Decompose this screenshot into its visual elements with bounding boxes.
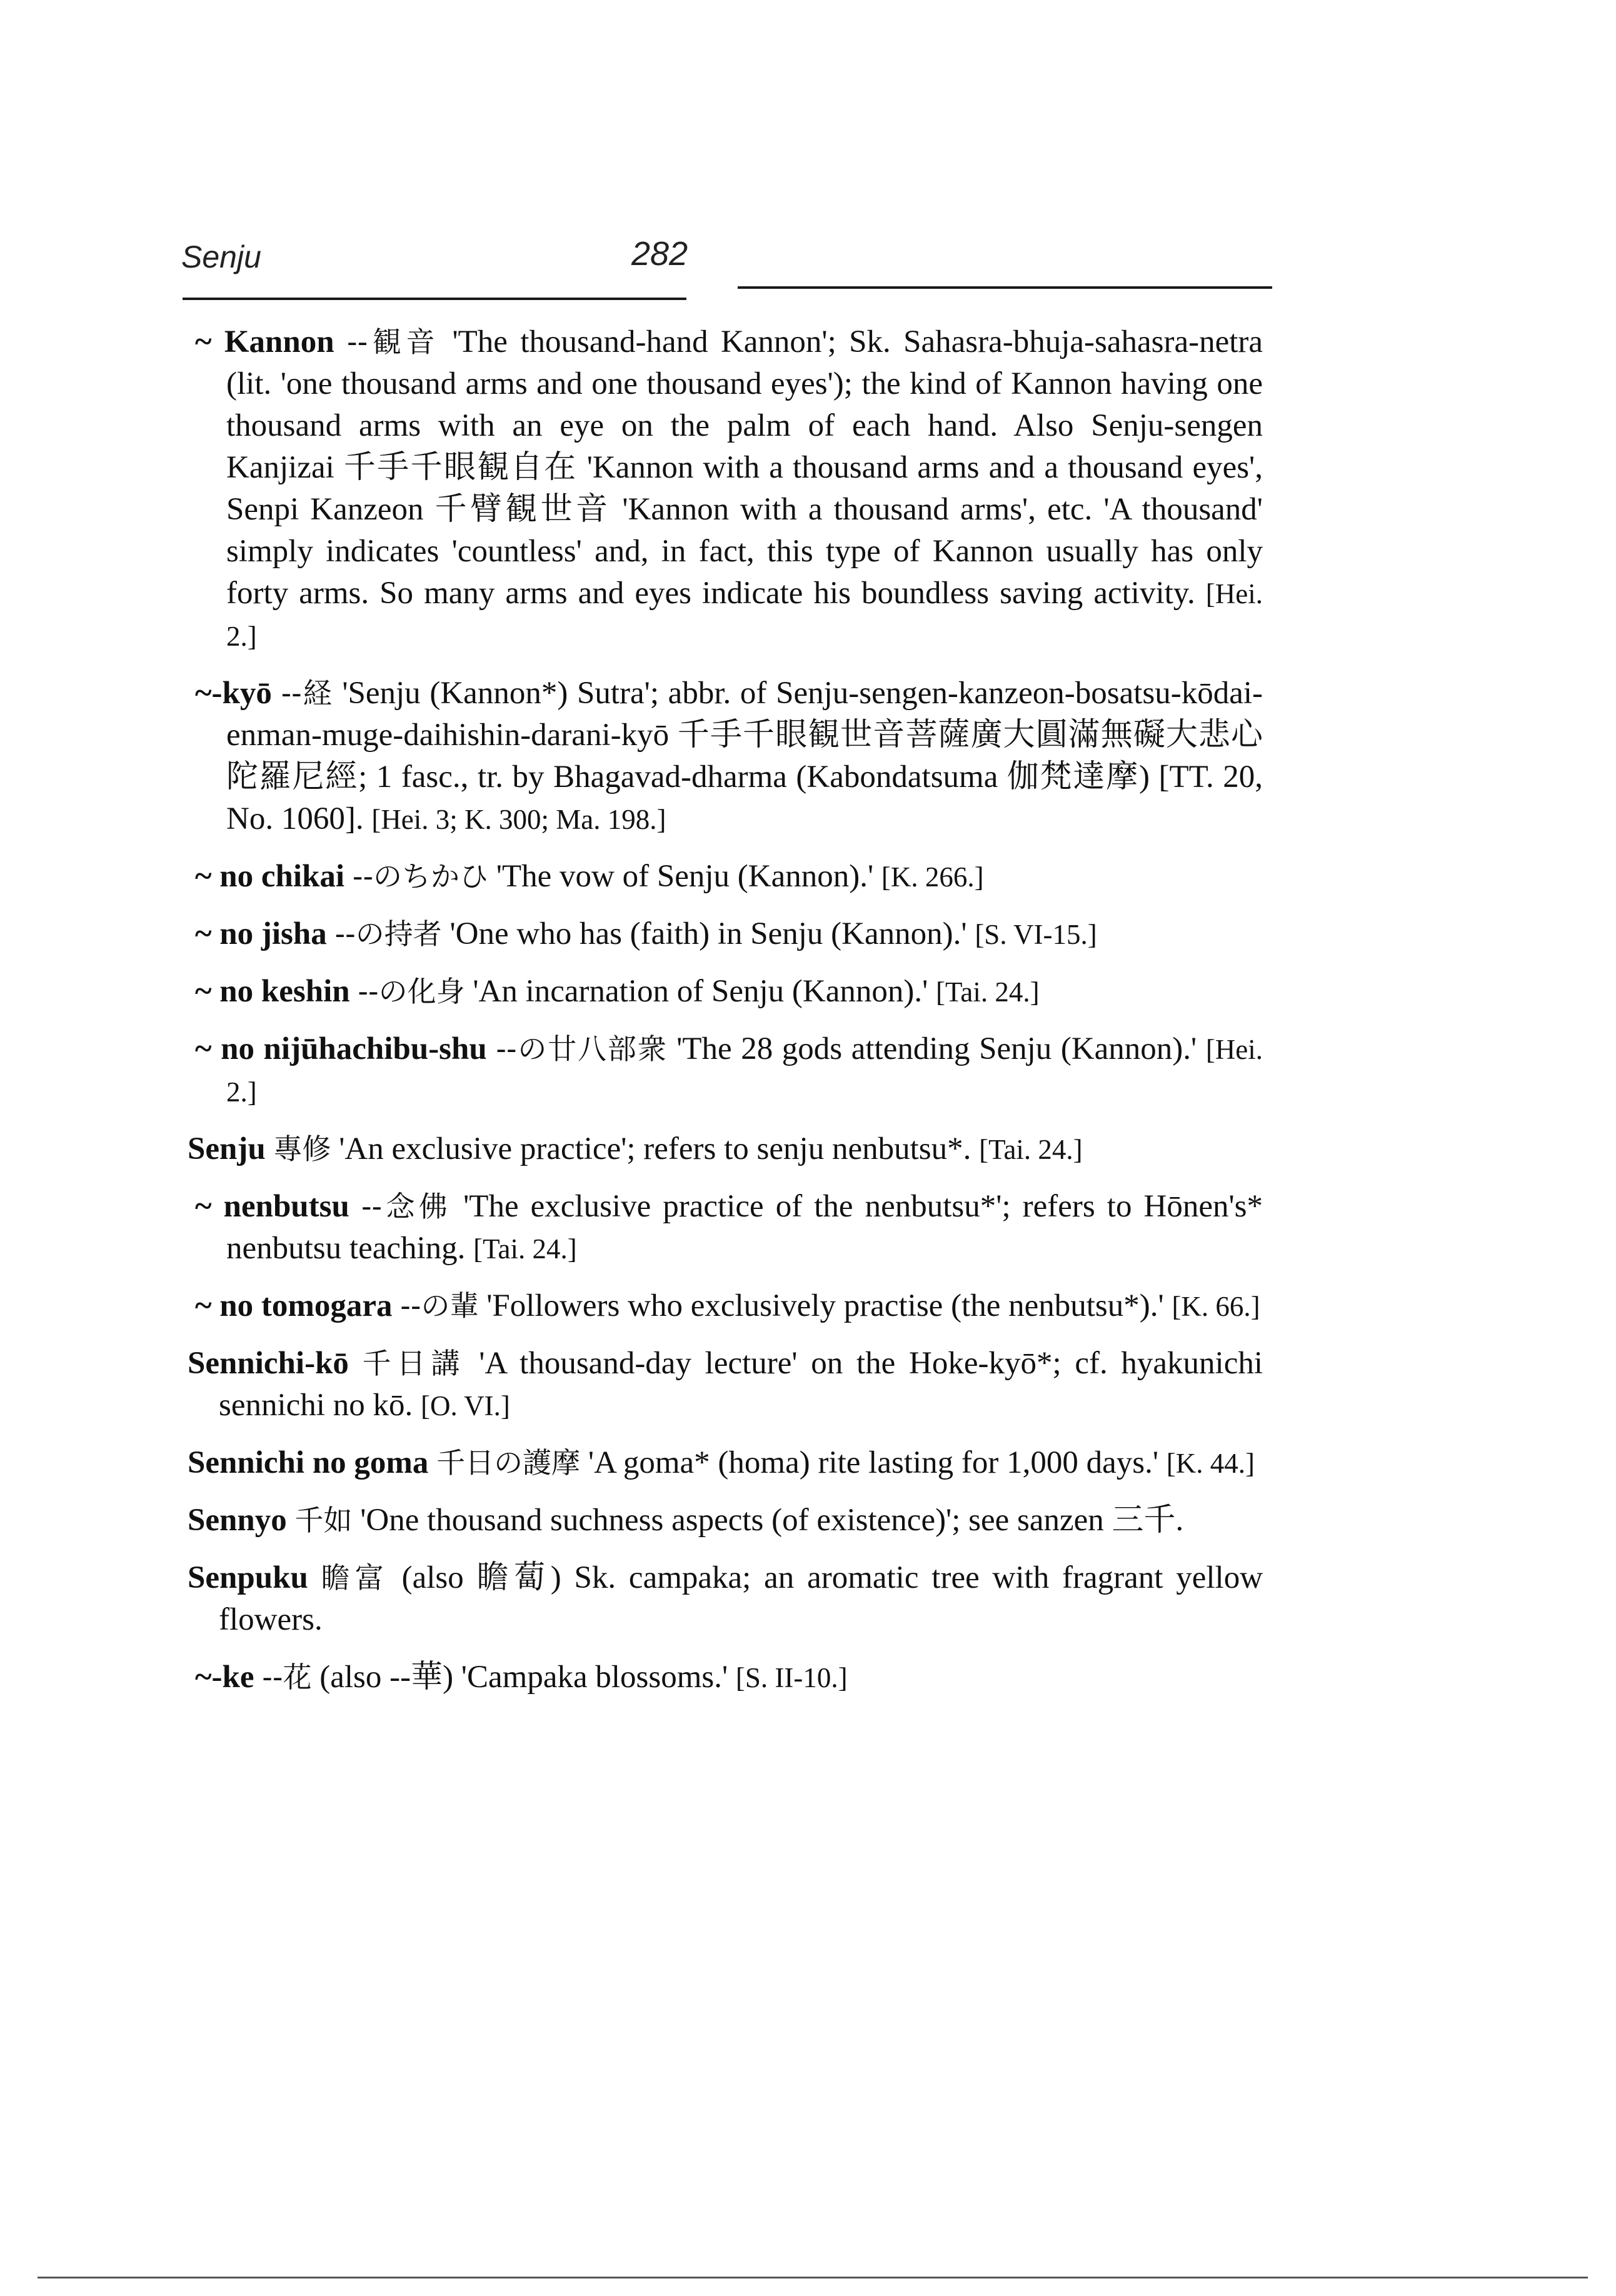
entry-senpuku: Senpuku 瞻富 (also 瞻蔔) Sk. campaka; an aromatic tree with fragrant yellow flowers.: [188, 1560, 1263, 1637]
page-number: 282: [631, 235, 688, 273]
entry-no-jisha: ~ no jisha --の持者 'One who has (faith) in Senju (Kannon).' [S. VI-15.]: [195, 916, 1097, 951]
entry-list: [188, 321, 1263, 1714]
bottom-scan-edge: [38, 2277, 1588, 2278]
entry-no-keshin: ~ no keshin --の化身 'An incarnation of Senju (Kannon).' [Tai. 24.]: [195, 974, 1040, 1009]
entry-sennichi-no-goma: Sennichi no goma 千日の護摩 'A goma* (homa) rite lasting for 1,000 days.' [K. 44.]: [188, 1445, 1255, 1480]
entry-senju-exclusive: Senju 專修 'An exclusive practice'; refers to senju nenbutsu*. [Tai. 24.]: [188, 1131, 1083, 1166]
entry-senju-kannon: ~ Kannon --観音 'The thousand-hand Kannon'; Sk. Sahasra-bhuja-sahasra-netra (lit. 'one thousand arms and one thousand eyes'); the kind of Kannon having one thousand arms with an eye on the palm of each hand. Also Senju-sengen Kanjizai 千手千眼観自在 'Kannon with a thousand arms and a thousand eyes', Senpi Kanzeon 千臂観世音 'Kannon with a thousand arms', etc. 'A thousand' simply indicates 'countless' and, in fact, this type of Kannon usually has only forty arms. So many arms and eyes indicate his boundless saving activity. [Hei. 2.]: [195, 324, 1263, 652]
entry-sennyo: Sennyo 千如 'One thousand suchness aspects (of existence)'; see sanzen 三千.: [188, 1503, 1184, 1538]
entry-no-nijuhachibu-shu: ~ no nijūhachibu-shu --の廿八部衆 'The 28 gods attending Senju (Kannon).' [Hei. 2.]: [195, 1031, 1263, 1108]
entry-senpuku-ke: ~-ke --花 (also --華) 'Campaka blossoms.' [S. II-10.]: [195, 1660, 848, 1695]
entry-no-tomogara: ~ no tomogara --の輩 'Followers who exclusively practise (the nenbutsu*).' [K. 66.]: [195, 1288, 1260, 1323]
header-rule-left: [183, 298, 686, 300]
entry-no-chikai: ~ no chikai --のちかひ 'The vow of Senju (Kannon).' [K. 266.]: [195, 859, 984, 894]
entry-senju-kyo: ~-kyō --経 'Senju (Kannon*) Sutra'; abbr. of Senju-sengen-kanzeon-bosatsu-kōdai-enman-muge-daihishin-darani-kyō 千手千眼観世音菩薩廣大圓滿無礙大悲心陀羅尼經; 1 fasc., tr. by Bhagavad-dharma (Kabondatsuma 伽梵達摩) [TT. 20, No. 1060]. [Hei. 3; K. 300; Ma. 198.]: [195, 676, 1263, 836]
running-head: Senju: [181, 239, 261, 274]
entry-sennichi-ko: Sennichi-kō 千日講 'A thousand-day lecture' on the Hoke-kyō*; cf. hyakunichi sennichi no kō. [O. VI.]: [188, 1346, 1263, 1423]
entry-nenbutsu: ~ nenbutsu --念佛 'The exclusive practice of the nenbutsu*'; refers to Hōnen's* nenbutsu teaching. [Tai. 24.]: [195, 1189, 1263, 1266]
header-rule-right: [738, 286, 1272, 289]
